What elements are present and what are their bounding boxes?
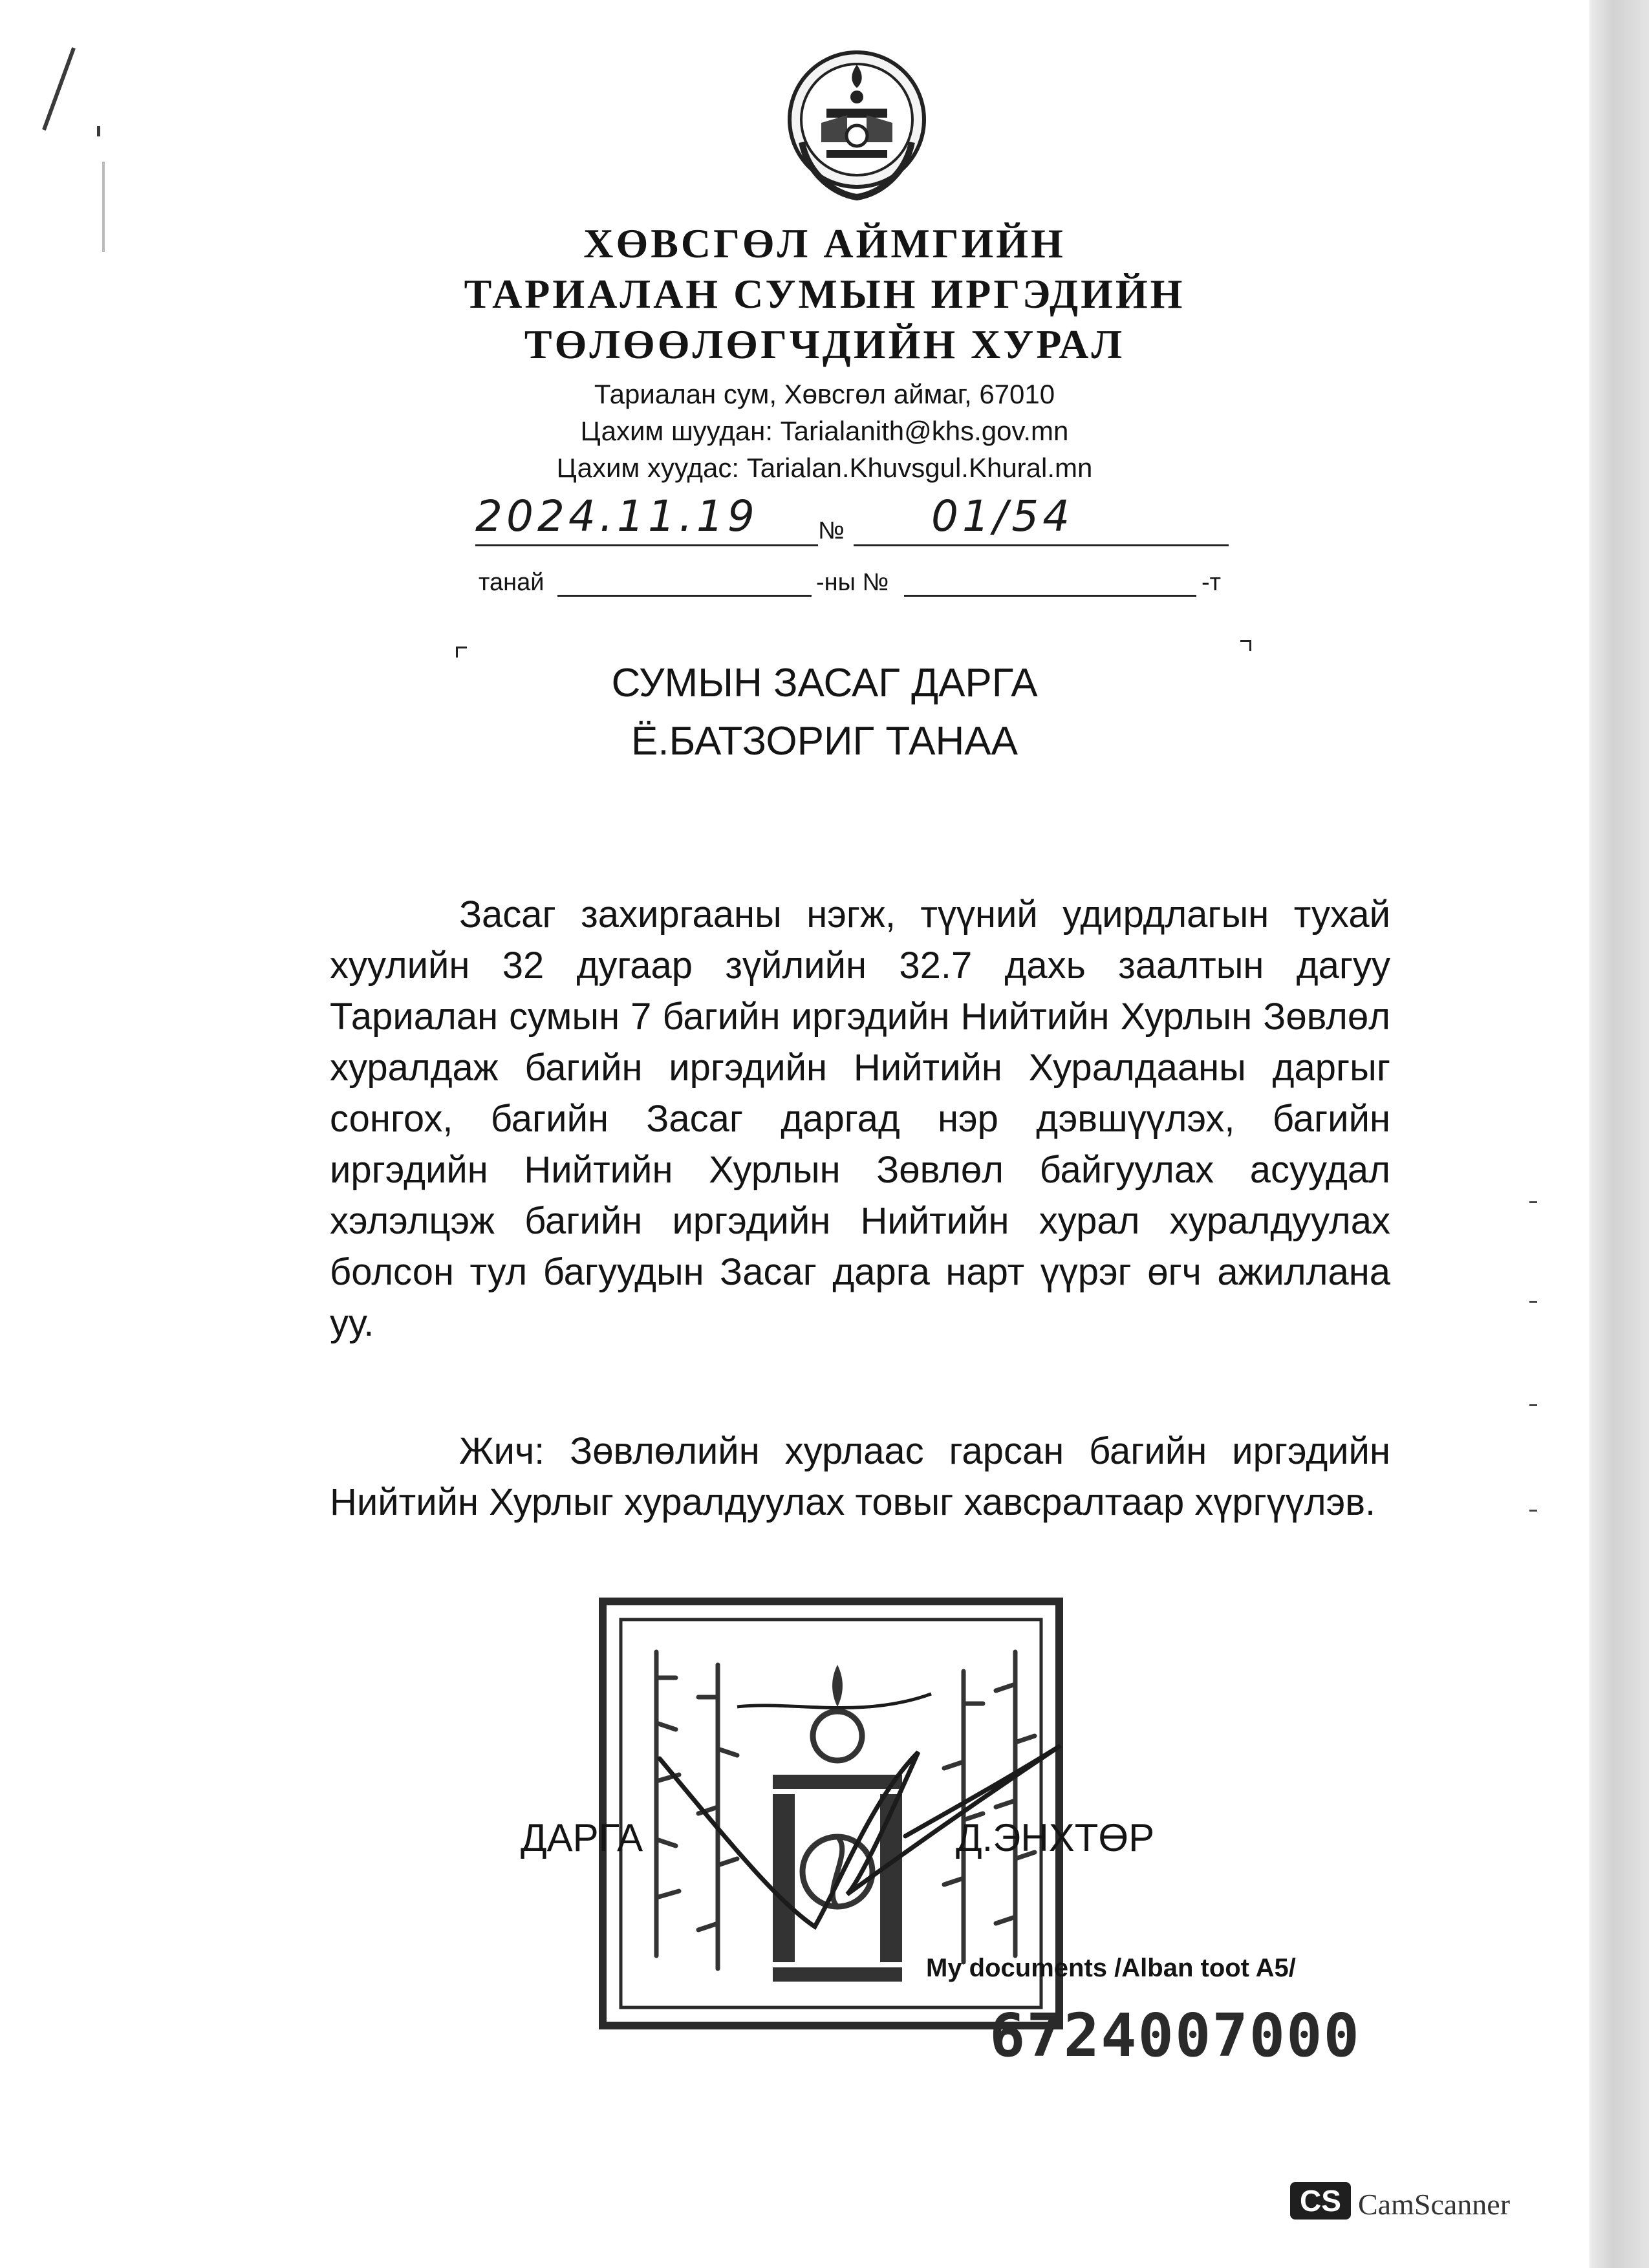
org-name-line-3: ТӨЛӨӨЛӨГЧДИЙН ХУРАЛ	[524, 321, 1125, 367]
camscanner-watermark: CamScanner	[1358, 2188, 1511, 2221]
letter-number-label: №	[818, 517, 845, 544]
handwritten-signature	[647, 1668, 1073, 1952]
org-website: Цахим хуудас: Tarialan.Khuvsgul.Khural.mn	[556, 453, 1093, 483]
margin-tick	[1529, 1301, 1537, 1303]
org-address: Тариалан сум, Хөвсгөл аймаг, 67010	[594, 379, 1055, 409]
margin-tick	[1529, 1201, 1537, 1203]
reply-number-label: -ны №	[816, 569, 889, 596]
scan-mark-slash	[42, 47, 76, 131]
letter-date: 2024.11.19	[475, 491, 759, 541]
scan-mark-dot	[97, 126, 100, 136]
margin-tick	[1529, 1404, 1537, 1406]
soyombo-emblem-icon	[782, 45, 931, 207]
org-name-line-1: ХӨВСГӨЛ АЙМГИЙН	[583, 220, 1066, 266]
signatory-name: Д.ЭНХТӨР	[956, 1816, 1155, 1859]
margin-tick	[1529, 1510, 1537, 1512]
signatory-title: ДАРГА	[521, 1816, 643, 1859]
reply-suffix: -т	[1202, 569, 1222, 596]
date-underline	[475, 544, 818, 546]
reply-number-underline	[904, 595, 1196, 597]
reply-prefix: танай	[479, 569, 544, 596]
camscanner-logo-icon: CS	[1290, 2182, 1351, 2220]
addressee-title: СУМЫН ЗАСАГ ДАРГА	[611, 661, 1038, 705]
org-email: Цахим шуудан: Tarialanith@khs.gov.mn	[580, 416, 1069, 446]
addressee-name: Ё.БАТЗОРИГ ТАНАА	[631, 719, 1018, 764]
document-code: 6724007000	[989, 2001, 1361, 2070]
letter-number: 01/54	[931, 491, 1074, 541]
address-corner-right	[1240, 640, 1251, 651]
reply-date-underline	[557, 595, 812, 597]
number-underline	[854, 544, 1229, 546]
body-paragraph-main: Засаг захиргааны нэгж, түүний удирдлагын тухай хуулийн 32 дугаар зүйлийн 32.7 дахь заалтын дагуу Тариалан сумын 7 багийн иргэдийн Нийтийн Хурлын Зөвлөл хуралдаж багийн иргэдийн Нийтийн Хуралдааны даргыг сонгох, багийн Засаг даргад нэр дэвшүүлэх, багийн иргэдийн Нийтийн Хурлын Зөвлөл байгуулах асуудал хэлэлцэж багийн иргэдийн Нийтийн хурал хуралдуулах болсон тул багуудын Засаг дарга нарт үүрэг өгч ажиллана уу.	[330, 893, 1390, 1344]
file-path-note: My documents /Alban toot A5/	[926, 1954, 1296, 1982]
org-name-line-2: ТАРИАЛАН СУМЫН ИРГЭДИЙН	[464, 271, 1185, 317]
body-paragraph-note: Жич: Зөвлөлийн хурлаас гарсан багийн иргэдийн Нийтийн Хурлыг хуралдуулах товыг хавсралтаар хүргүүлэв.	[330, 1430, 1390, 1523]
